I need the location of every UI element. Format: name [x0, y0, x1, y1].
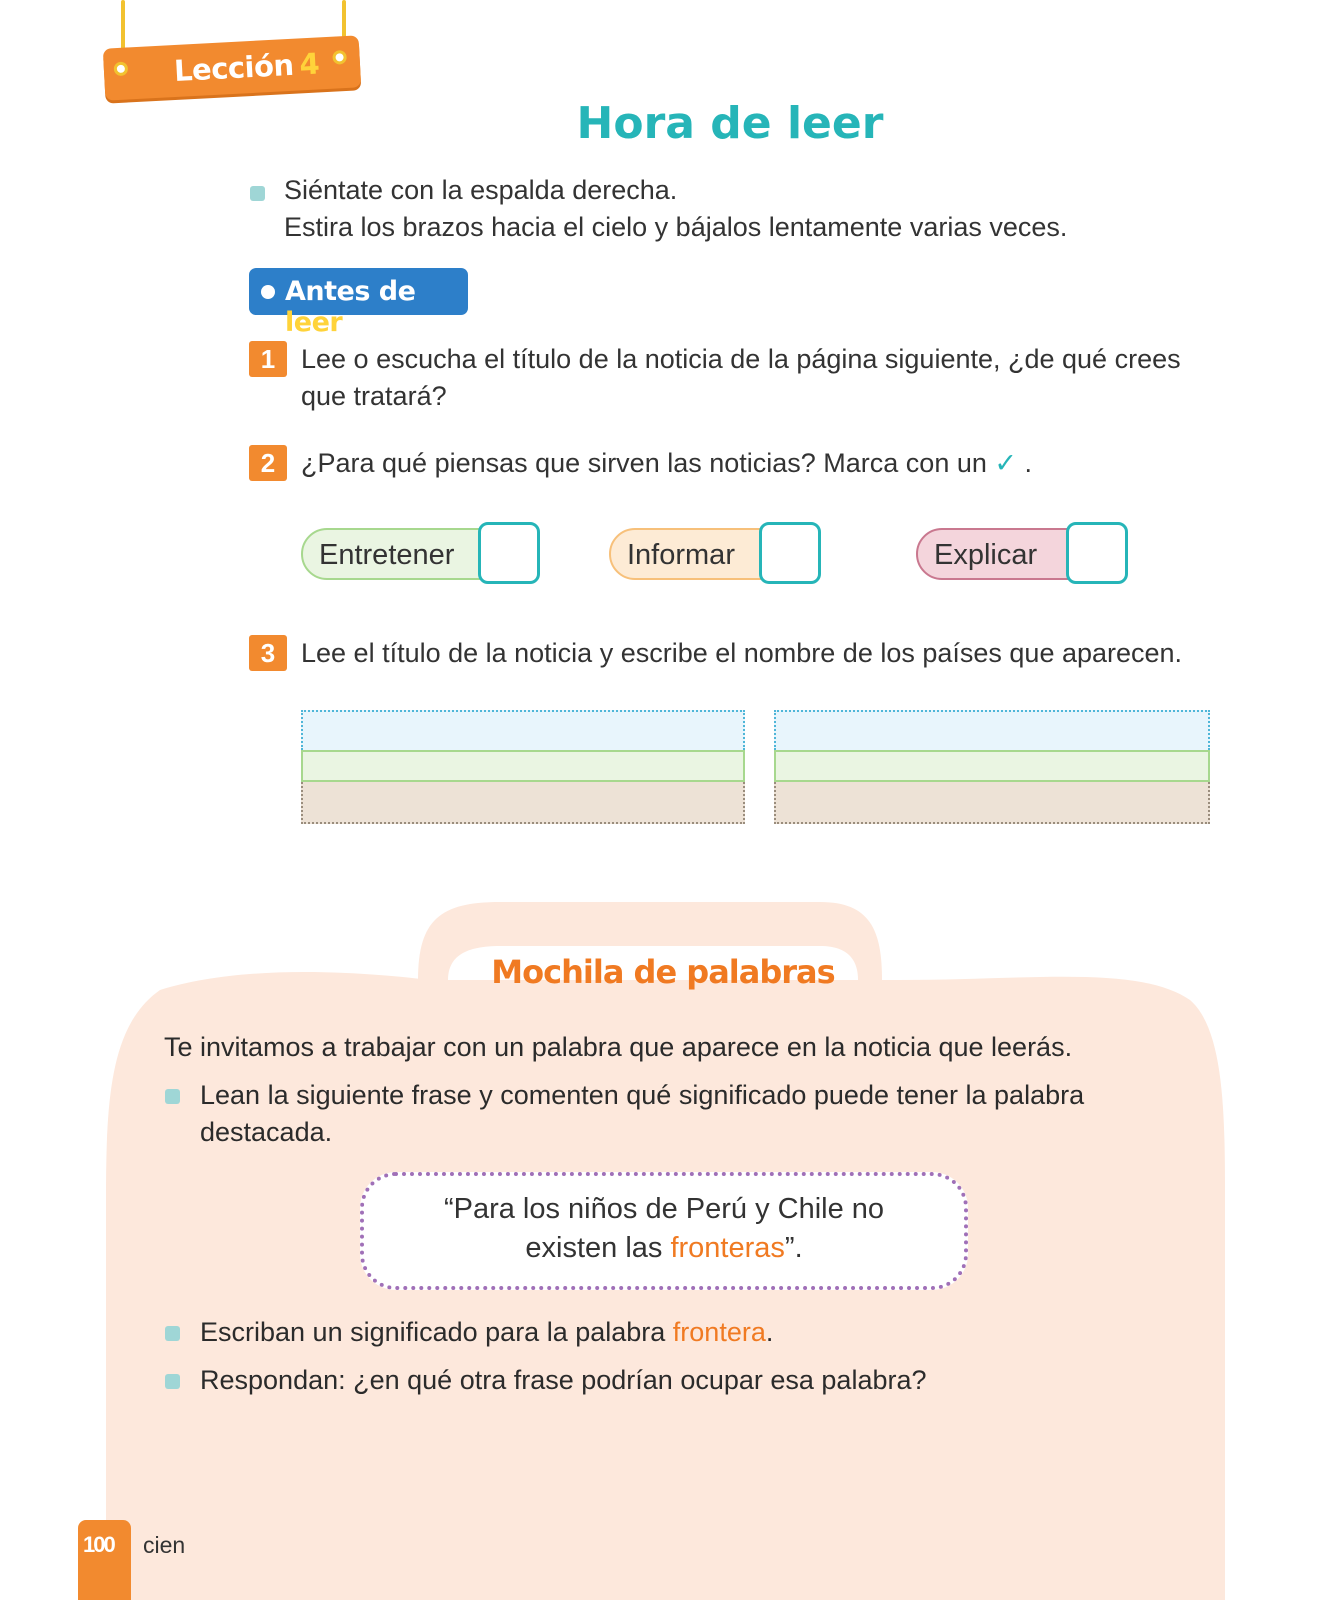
option-label: Informar	[627, 539, 735, 571]
option-label: Entretener	[319, 539, 455, 571]
activity-number: 2	[249, 445, 287, 481]
backpack-intro: Te invitamos a trabajar con un palabra que aparece en la noticia que leerás.	[164, 1032, 1073, 1062]
bullet-line: destacada.	[200, 1117, 333, 1147]
activity-3-text: Lee el título de la noticia y escribe el nombre de los países que aparecen.	[301, 638, 1183, 668]
before-reading-label: Antes de	[285, 276, 416, 307]
intro-line: Estira los brazos hacia el cielo y bájalos lentamente varias veces.	[284, 212, 1068, 242]
bullet-line: Lean la siguiente frase y comenten qué significado puede tener la palabra	[200, 1080, 1085, 1110]
quote-line: existen las fronteras”.	[525, 1232, 803, 1264]
highlighted-word: fronteras	[670, 1232, 785, 1264]
quote-box	[360, 1172, 968, 1290]
backpack-title: Mochila de palabras	[491, 953, 835, 991]
option-label: Explicar	[934, 539, 1038, 571]
activity-number: 3	[249, 635, 287, 671]
quote-line: “Para los niños de Perú y Chile no	[443, 1193, 885, 1225]
activity-number: 1	[249, 341, 287, 377]
bullet-square-icon	[165, 1326, 180, 1341]
page-title: Hora de leer	[576, 98, 884, 149]
lesson-number: 4	[298, 46, 321, 82]
checkmark-icon: ✓	[994, 448, 1018, 478]
before-reading-highlight: leer	[285, 307, 343, 338]
backpack-bullet-3: Respondan: ¿en qué otra frase podrían ocupar esa palabra?	[200, 1365, 927, 1395]
lesson-label: Lección 4	[173, 46, 321, 89]
backpack-bullet-2: Escriban un significado para la palabra frontera.	[200, 1317, 774, 1347]
activity-line: ¿Para qué piensas que sirven las noticias? Marca con un	[301, 448, 987, 478]
intro-line: Siéntate con la espalda derecha.	[284, 175, 678, 205]
page-number: 100	[83, 1532, 114, 1557]
activity-line: Lee o escucha el título de la noticia de la página siguiente, ¿de qué crees	[301, 344, 1181, 374]
activity-line: que tratará?	[301, 381, 447, 411]
bullet-square-icon	[165, 1089, 180, 1104]
page-number-word: cien	[143, 1532, 186, 1558]
highlighted-word: frontera	[672, 1317, 766, 1347]
backpack-bullet-1	[200, 1077, 1084, 1151]
activity-punct: .	[1024, 448, 1033, 478]
bullet-square-icon	[165, 1374, 180, 1389]
